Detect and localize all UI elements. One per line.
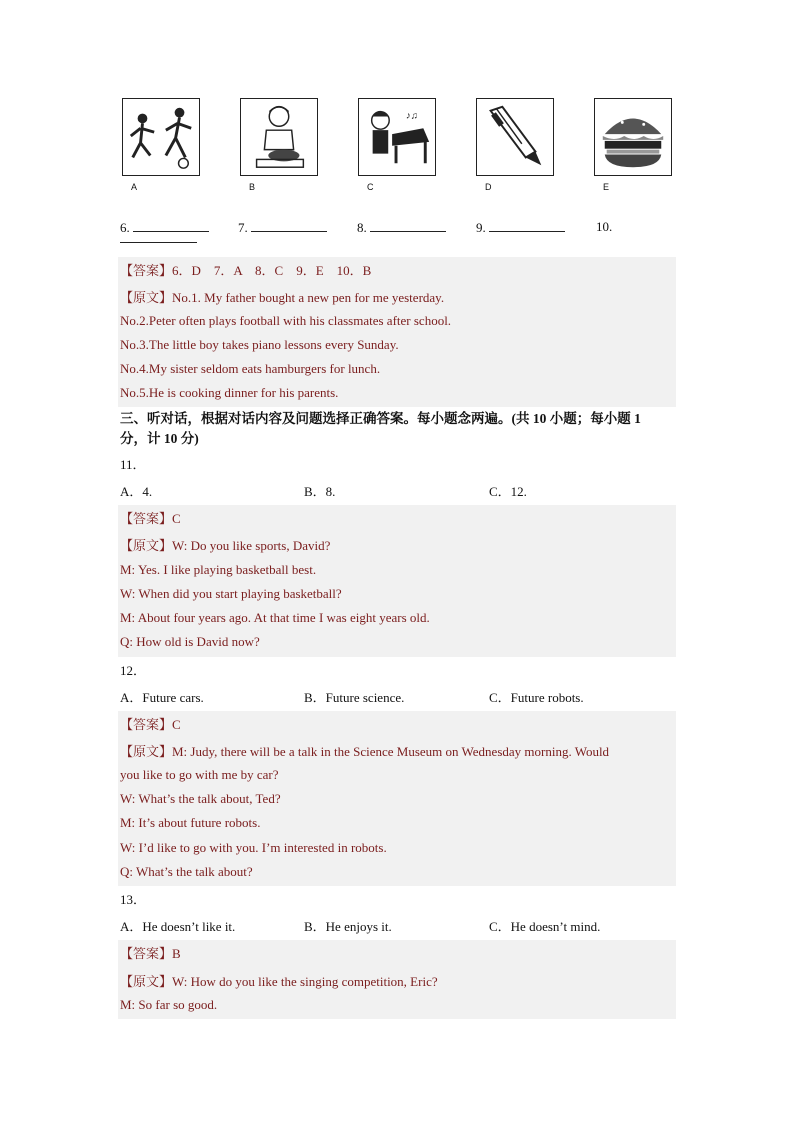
option-a[interactable]: A．4.	[120, 484, 153, 499]
script-line: Q: What’s the talk about?	[120, 864, 253, 879]
football-players-icon	[122, 98, 200, 176]
blank-line[interactable]	[251, 219, 327, 232]
answer-line: 【答案】6．D 7．A 8．C 9．E 10．B	[120, 263, 372, 278]
script-line: M: About four years ago. At that time I was eight years old.	[120, 610, 430, 625]
script-line: W: When did you start playing basketball?	[120, 586, 342, 601]
script-line: M: So far so good.	[120, 997, 218, 1012]
picture-a	[122, 98, 202, 192]
option-a[interactable]: A．Future cars.	[120, 690, 204, 705]
svg-text:♪♫: ♪♫	[405, 110, 418, 122]
blank-7[interactable]	[238, 219, 327, 236]
script-line: No.4.My sister seldom eats hamburgers for lunch.	[120, 361, 381, 376]
blank-line[interactable]	[133, 219, 209, 232]
piano-player-icon	[358, 98, 436, 176]
script-line: M: It’s about future robots.	[120, 815, 261, 830]
option-a[interactable]: A．He doesn’t like it.	[120, 919, 236, 934]
blank-line[interactable]	[489, 219, 565, 232]
boy-cooking-icon	[240, 98, 318, 176]
blank-6[interactable]	[120, 219, 209, 236]
script-line: W: I’d like to go with you. I’m interested in robots.	[120, 840, 387, 855]
script-line: 【原文】M: Judy, there will be a talk in the Science Museum on Wednesday morning. Would	[120, 744, 610, 759]
script-line: M: Yes. I like playing basketball best.	[120, 562, 317, 577]
pen-icon	[476, 98, 554, 176]
answer-line: 【答案】C	[120, 511, 181, 526]
script-line: No.3.The little boy takes piano lessons every Sunday.	[120, 337, 399, 352]
blank-8[interactable]	[357, 219, 446, 236]
script-line: 【原文】No.1. My father bought a new pen for me yesterday.	[120, 290, 445, 305]
blank-10-line[interactable]	[120, 242, 197, 243]
answer-line: 【答案】C	[120, 717, 181, 732]
hamburger-icon	[594, 98, 672, 176]
picture-d	[476, 98, 556, 192]
script-line: you like to go with me by car?	[120, 767, 279, 782]
blank-number: 8.	[357, 220, 367, 235]
picture-label: D	[485, 182, 492, 192]
blank-number: 6.	[120, 220, 130, 235]
blank-number: 10.	[596, 219, 613, 234]
blank-number: 9.	[476, 220, 486, 235]
script-line: W: What’s the talk about, Ted?	[120, 791, 281, 806]
blank-9[interactable]	[476, 219, 565, 236]
script-line: No.2.Peter often plays football with his classmates after school.	[120, 313, 452, 328]
blank-10[interactable]	[596, 219, 612, 235]
picture-e	[594, 98, 674, 192]
option-b[interactable]: B．He enjoys it.	[304, 919, 392, 934]
script-line: 【原文】W: How do you like the singing competition, Eric?	[120, 974, 438, 989]
option-c[interactable]: C．Future robots.	[489, 690, 584, 705]
script-line: 【原文】W: Do you like sports, David?	[120, 538, 331, 553]
picture-label: C	[367, 182, 374, 192]
section-heading	[120, 409, 676, 449]
picture-row	[122, 98, 682, 198]
picture-b	[240, 98, 320, 192]
script-line: Q: How old is David now?	[120, 634, 260, 649]
picture-label: B	[249, 182, 256, 192]
option-b[interactable]: B．8.	[304, 484, 336, 499]
section-heading-line: 三、听对话，根据对话内容及问题选择正确答案。每小题念两遍。(共 10 小题；每小题 1	[120, 411, 641, 426]
picture-c	[358, 98, 438, 192]
option-c[interactable]: C．12.	[489, 484, 527, 499]
blank-line[interactable]	[370, 219, 446, 232]
picture-label: E	[603, 182, 610, 192]
question-number: 11．	[120, 457, 146, 472]
picture-label: A	[131, 182, 138, 192]
section-heading-line: 分，计 10 分)	[120, 431, 199, 446]
question-number: 13．	[120, 892, 147, 907]
question-number: 12．	[120, 663, 147, 678]
answer-line: 【答案】B	[120, 946, 181, 961]
script-line: No.5.He is cooking dinner for his parents.	[120, 385, 339, 400]
option-b[interactable]: B．Future science.	[304, 690, 405, 705]
blank-number: 7.	[238, 220, 248, 235]
option-c[interactable]: C．He doesn’t mind.	[489, 919, 601, 934]
